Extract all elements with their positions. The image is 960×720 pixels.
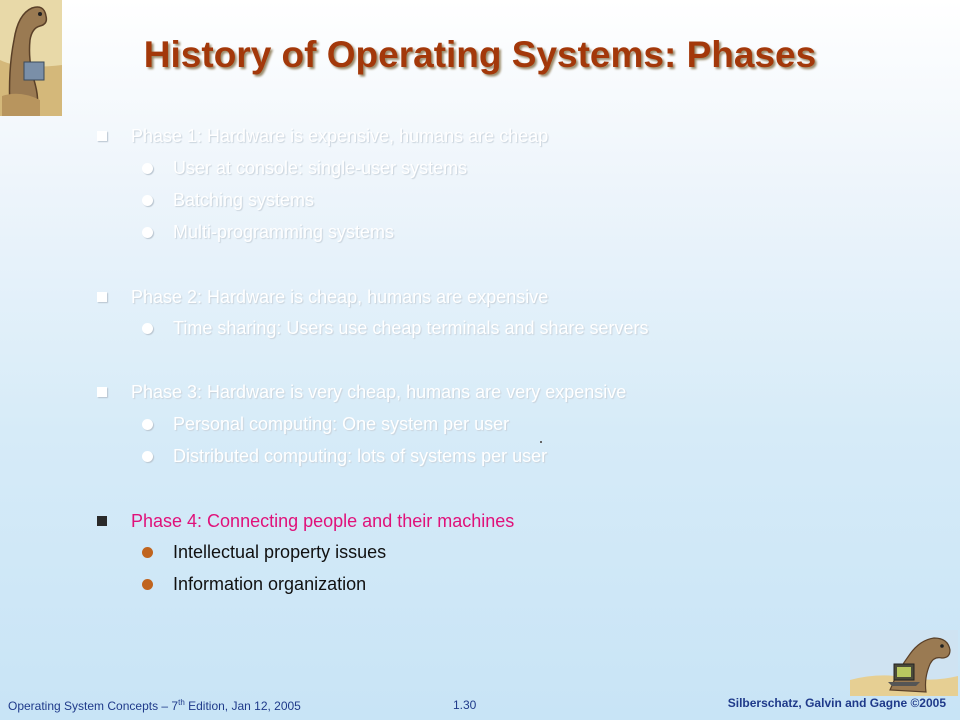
page-title: History of Operating Systems: Phases [143,34,817,75]
round-bullet-icon [142,227,153,238]
phase-heading-active: Phase 4: Connecting people and their machines [131,511,515,531]
round-bullet-icon [142,195,153,206]
phase-item: User at console: single-user systems [173,158,468,178]
dinosaur-laptop-icon [850,630,958,696]
round-bullet-icon [142,323,153,334]
phase-item: Time sharing: Users use cheap terminals and share servers [173,318,649,338]
phase-heading: Phase 1: Hardware is expensive, humans are cheap [131,126,549,146]
phase-heading: Phase 2: Hardware is cheap, humans are expensive [131,287,549,307]
phase-item: Intellectual property issues [173,542,387,562]
square-bullet-icon [97,131,107,141]
footer-book-title: Operating System Concepts – 7th Edition, Jan 12, 2005 [8,698,301,713]
round-bullet-icon [142,451,153,462]
round-bullet-icon [142,163,153,174]
stray-dot [540,441,542,443]
round-bullet-icon [142,547,153,558]
footer-authors: Silberschatz, Galvin and Gagne ©2005 [727,696,946,710]
square-bullet-icon [97,292,107,302]
page-number: 1.30 [453,698,477,712]
phase-item: Information organization [173,574,367,594]
phase-item: Personal computing: One system per user [173,414,510,434]
phase-item: Distributed computing: lots of systems per user [173,446,548,466]
phase-item: Multi-programming systems [173,222,395,242]
phase-item: Batching systems [173,190,315,210]
round-bullet-icon [142,419,153,430]
phase-heading: Phase 3: Hardware is very cheap, humans are very expensive [131,382,627,402]
round-bullet-icon [142,579,153,590]
square-bullet-icon [97,387,107,397]
square-bullet-icon [97,516,107,526]
